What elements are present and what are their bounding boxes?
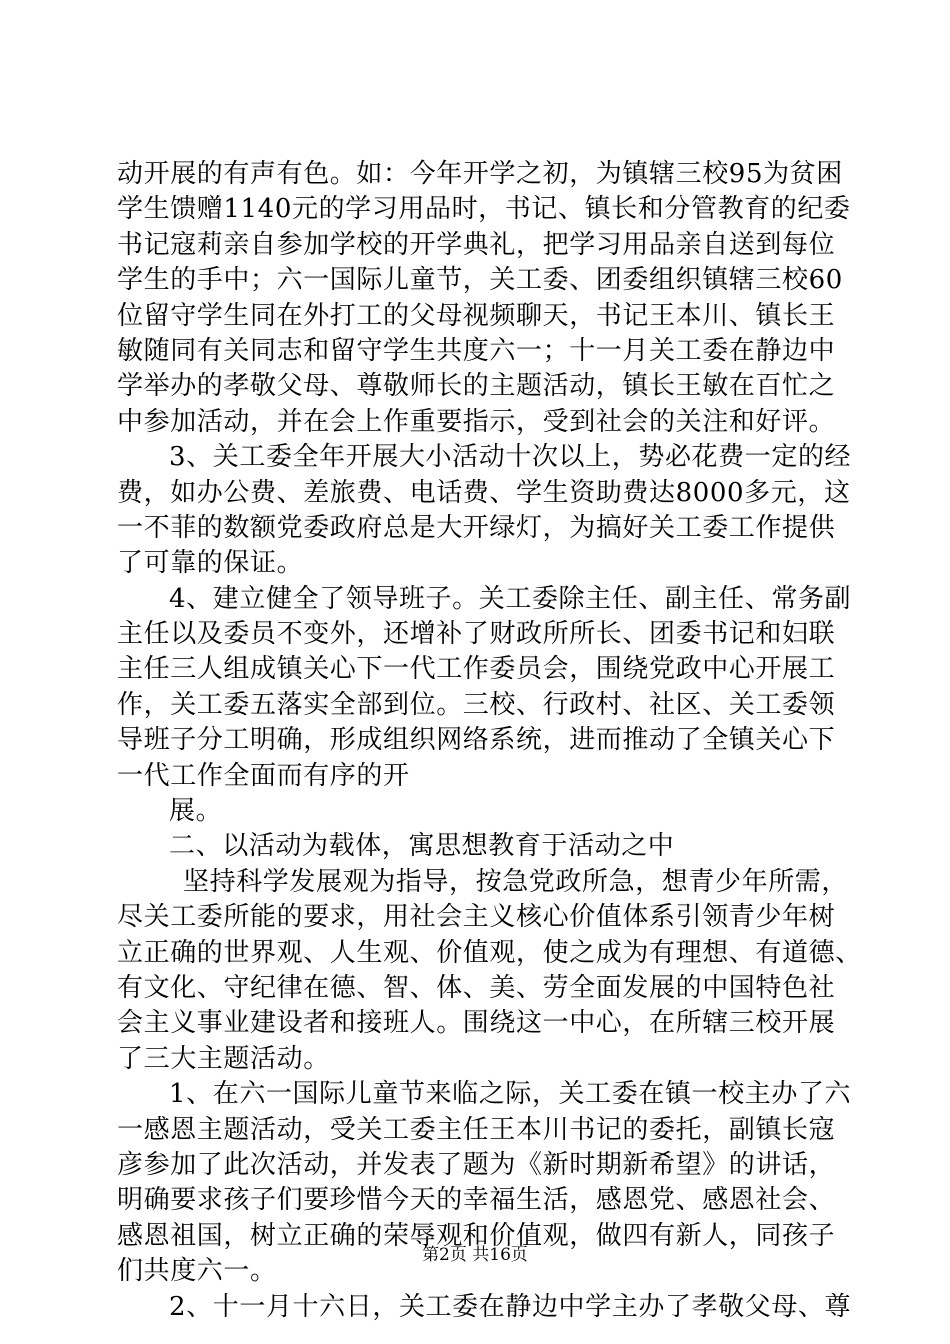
text-line: 了三大主题活动。	[117, 1043, 330, 1074]
text-line: 主任三人组成镇关心下一代工作委员会，围绕党政中心开展工	[117, 654, 836, 685]
paragraph-start-line: 坚持科学发展观为指导，按急党政所急，想青少年所需，	[183, 866, 849, 897]
text-line: 学生馈赠1140元的学习用品时，书记、镇长和分管教育的纪委	[117, 194, 851, 225]
text-line: 一不菲的数额党委政府总是大开绿灯，为搞好关工委工作提供	[117, 512, 836, 543]
paragraph-start-line: 1、在六一国际儿童节来临之际，关工委在镇一校主办了六	[169, 1079, 852, 1110]
text-line: 展。	[169, 796, 223, 827]
text-line: 会主义事业建设者和接班人。围绕这一中心，在所辖三校开展	[117, 1008, 836, 1039]
document-body	[117, 157, 862, 1325]
text-line: 立正确的世界观、人生观、价值观，使之成为有理想、有道德、	[117, 937, 862, 968]
text-line: 学举办的孝敬父母、尊敬师长的主题活动，镇长王敏在百忙之	[117, 371, 836, 402]
page-indicator: 第2页 共16页	[422, 1245, 528, 1265]
section-heading: 二、以活动为载体，寓思想教育于活动之中	[169, 831, 675, 862]
text-line: 导班子分工明确，形成组织网络系统，进而推动了全镇关心下	[117, 725, 836, 756]
paragraph-start-line: 3、关工委全年开展大小活动十次以上，势必花费一定的经	[169, 442, 852, 473]
text-line: 们共度六一。	[117, 1256, 277, 1287]
text-line: 书记寇莉亲自参加学校的开学典礼，把学习用品亲自送到每位	[117, 229, 836, 260]
page-footer	[0, 1245, 950, 1265]
text-line: 位留守学生同在外打工的父母视频聊天，书记王本川、镇长王	[117, 300, 836, 331]
text-line: 了可靠的保证。	[117, 548, 304, 579]
text-line: 动开展的有声有色。如：今年开学之初，为镇辖三校95为贫困	[117, 159, 843, 189]
text-line: 感恩祖国，树立正确的荣辱观和价值观，做四有新人，同孩子	[117, 1220, 836, 1251]
text-line: 一感恩主题活动，受关工委主任王本川书记的委托，副镇长寇	[117, 1114, 836, 1145]
text-line: 有文化、守纪律在德、智、体、美、劳全面发展的中国特色社	[117, 972, 836, 1003]
paragraph-start-line: 4、建立健全了领导班子。关工委除主任、副主任、常务副	[169, 583, 852, 614]
text-line: 学生的手中；六一国际儿童节，关工委、团委组织镇辖三校60	[117, 265, 843, 296]
text-line: 彦参加了此次活动，并发表了题为《新时期新希望》的讲话，	[117, 1149, 836, 1180]
text-line: 尽关工委所能的要求，用社会主义核心价值体系引领青少年树	[117, 902, 836, 933]
text-line: 费，如办公费、差旅费、电话费、学生资助费达8000多元，这	[117, 477, 851, 508]
text-line: 中参加活动，并在会上作重要指示，受到社会的关注和好评。	[117, 406, 836, 437]
text-line: 敏随同有关同志和留守学生共度六一；十一月关工委在静边中	[117, 335, 836, 366]
text-line: 明确要求孩子们要珍惜今天的幸福生活，感恩党、感恩社会、	[117, 1185, 836, 1216]
paragraph-start-line: 2、十一月十六日，关工委在静边中学主办了孝敬父母、尊	[169, 1291, 852, 1322]
text-line: 一代工作全面而有序的开	[117, 760, 410, 791]
text-line: 主任以及委员不变外，还增补了财政所所长、团委书记和妇联	[117, 619, 836, 650]
text-line: 作，关工委五落实全部到位。三校、行政村、社区、关工委领	[117, 689, 836, 720]
